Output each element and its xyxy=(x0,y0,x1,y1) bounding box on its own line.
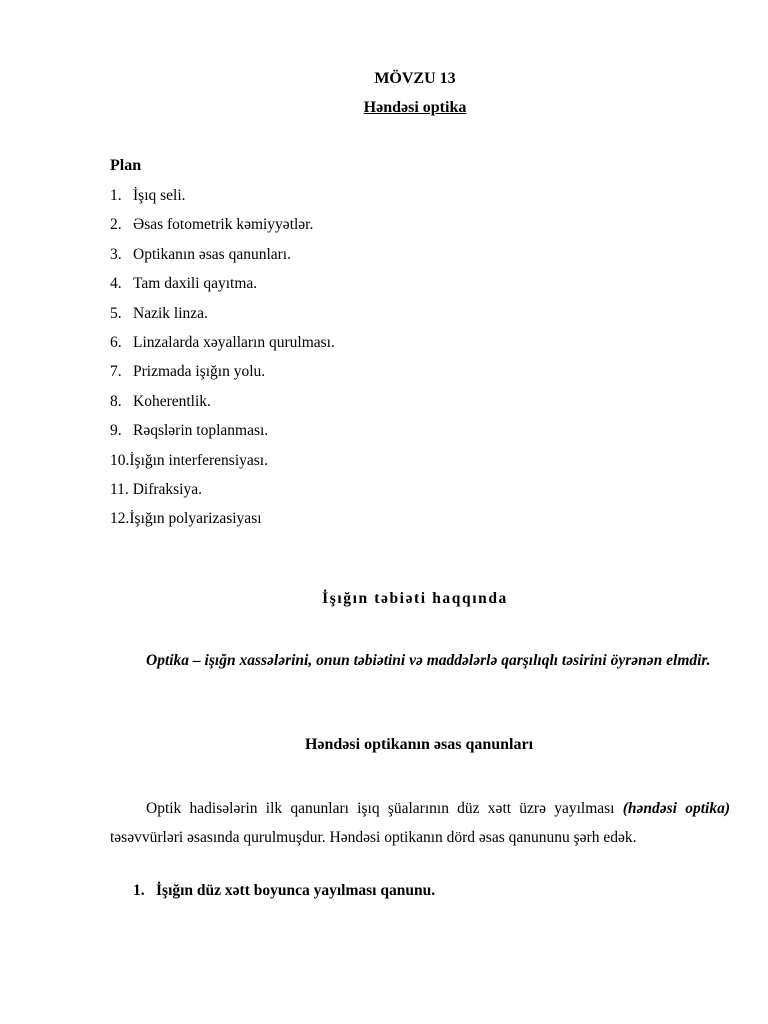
plan-item-text: Əsas fotometrik kəmiyyətlər. xyxy=(133,216,314,234)
document-subtitle: Həndəsi optika xyxy=(363,99,467,116)
plan-item xyxy=(110,480,335,509)
law-item xyxy=(133,882,435,900)
plan-item-text: Rəqslərin toplanması. xyxy=(133,422,269,440)
plan-item-number: 7. xyxy=(110,363,122,381)
plan-item-text: Optikanın əsas qanunları. xyxy=(133,245,291,263)
plan-item xyxy=(110,509,335,538)
plan-item-text: Koherentlik. xyxy=(133,392,211,410)
plan-item-number: 5. xyxy=(110,304,122,322)
plan-item-number: 12. xyxy=(110,510,130,528)
plan-item-text: Difraksiya. xyxy=(128,480,202,498)
plan-item-number: 6. xyxy=(110,333,122,351)
plan-item xyxy=(110,451,335,480)
plan-item-number: 10. xyxy=(110,451,130,469)
plan-item-number: 8. xyxy=(110,392,122,410)
plan-item xyxy=(110,392,335,421)
plan-item-number: 11. xyxy=(110,480,129,498)
plan-item-number: 3. xyxy=(110,245,122,263)
plan-item xyxy=(110,421,335,450)
laws-heading: Həndəsi optikanın əsas qanunları xyxy=(304,736,534,753)
law-title: İşığın düz xətt boyunca yayılması qanunu. xyxy=(156,882,436,899)
paragraph-text: təsəvvürləri əsasında qurulmuşdur. Həndəsi optikanın dörd əsas qanununu şərh edək. xyxy=(110,829,637,846)
plan-item-number: 2. xyxy=(110,216,122,234)
topic-title: MÖVZU 13 xyxy=(374,70,456,87)
plan-item-text: Linzalarda xəyalların qurulması. xyxy=(133,333,335,351)
optics-definition: Optika – işığn xassələrini, onun təbiətini və maddələrlə qarşılıqlı təsirini öyrənən elmdir. xyxy=(146,652,711,669)
plan-item-text: İşığın polyarizasiyası xyxy=(129,510,262,528)
plan-item-number: 4. xyxy=(110,275,122,293)
plan-item xyxy=(110,245,335,274)
plan-item xyxy=(110,304,335,333)
plan-item xyxy=(110,215,335,244)
plan-item-text: İşıq seli. xyxy=(133,187,186,204)
plan-item xyxy=(110,362,335,391)
plan-item-text: Tam daxili qayıtma. xyxy=(133,275,258,293)
plan-item-text: İşığın interferensiyası. xyxy=(129,451,268,469)
section-heading: İşığın təbiəti haqqında xyxy=(322,590,508,607)
plan-item xyxy=(110,186,335,215)
paragraph-emphasis: (həndəsi optika) xyxy=(622,800,731,817)
plan-item xyxy=(110,333,335,362)
law-number: 1. xyxy=(133,882,145,899)
plan-list xyxy=(110,186,335,539)
intro-paragraph xyxy=(110,794,730,852)
plan-item xyxy=(110,274,335,303)
plan-item-number: 9. xyxy=(110,422,122,440)
paragraph-text: Optik hadisələrin ilk qanunları işıq şüalarının düz xətt üzrə yayılması xyxy=(146,800,623,817)
plan-item-text: Nazik linza. xyxy=(133,304,208,322)
plan-item-number: 1. xyxy=(110,187,122,204)
plan-item-text: Prizmada işığın yolu. xyxy=(133,363,266,381)
plan-heading: Plan xyxy=(110,157,142,174)
